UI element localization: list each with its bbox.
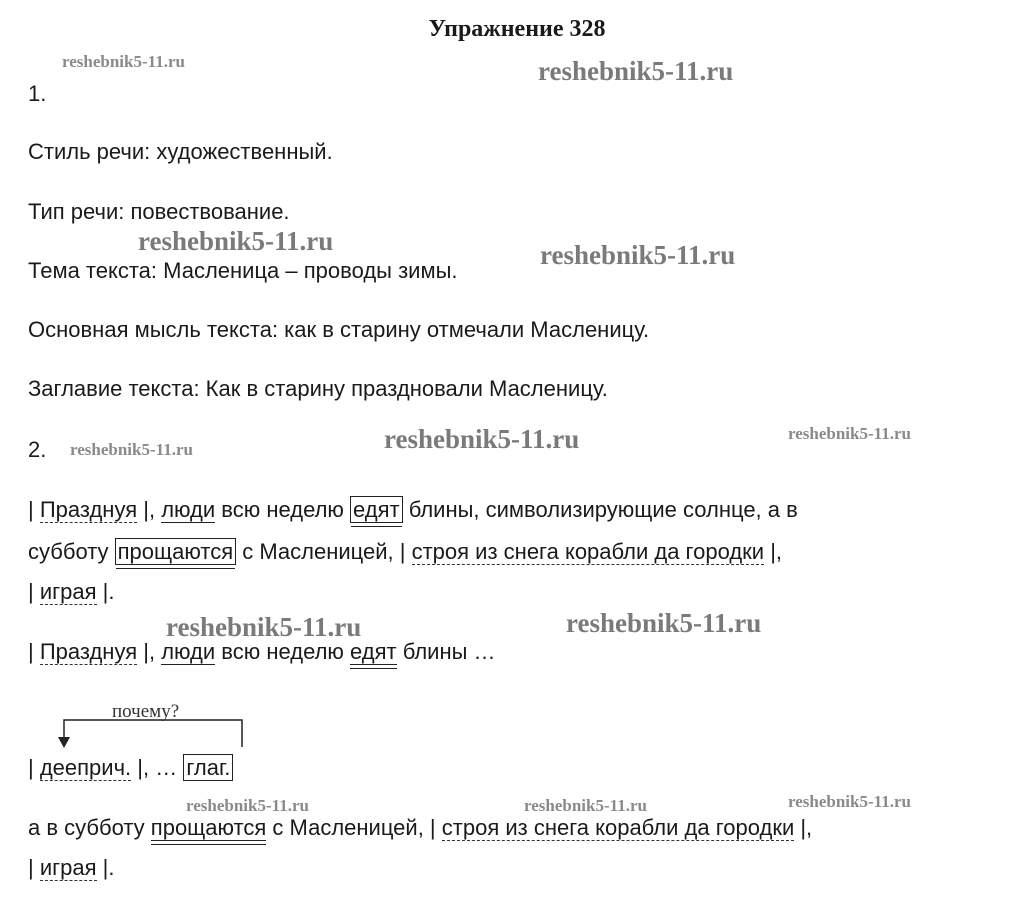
text: | bbox=[28, 855, 40, 880]
text: | bbox=[28, 497, 40, 522]
text: |, bbox=[137, 497, 162, 522]
predicate-word: едят bbox=[350, 639, 397, 664]
adverbial-participle: играя bbox=[39, 855, 97, 880]
text: всю неделю bbox=[215, 639, 351, 664]
scheme-line bbox=[28, 754, 233, 782]
adverbial-phrase: строя из снега корабли да городки bbox=[441, 815, 795, 840]
watermark: reshebnik5-11.ru bbox=[166, 612, 362, 642]
text: | bbox=[28, 639, 40, 664]
subject-word: люди bbox=[161, 639, 216, 664]
speech-style-line: Стиль речи: художественный. bbox=[28, 139, 333, 164]
text: всю неделю bbox=[215, 497, 351, 522]
text: с Масленицей, | bbox=[266, 815, 442, 840]
predicate-word: едят bbox=[350, 496, 403, 523]
part1-number: 1. bbox=[28, 81, 47, 106]
predicate-word: прощаются bbox=[150, 815, 267, 840]
exercise-title: Упражнение 328 bbox=[428, 16, 606, 42]
text: субботу bbox=[28, 539, 115, 564]
watermark: reshebnik5-11.ru bbox=[540, 240, 736, 270]
scheme-question: почему? bbox=[112, 701, 180, 722]
adverbial-participle: играя bbox=[39, 579, 97, 604]
adverbial-participle: Празднуя bbox=[39, 497, 138, 522]
watermark: reshebnik5-11.ru bbox=[524, 796, 647, 815]
text-heading-line: Заглавие текста: Как в старину праздновали Масленицу. bbox=[28, 376, 608, 401]
predicate-word: прощаются bbox=[115, 538, 236, 565]
adverbial-participle: Празднуя bbox=[39, 639, 138, 664]
watermark: reshebnik5-11.ru bbox=[186, 796, 309, 815]
text: а в субботу bbox=[28, 815, 151, 840]
watermark: reshebnik5-11.ru bbox=[788, 424, 911, 443]
text: |, … bbox=[131, 755, 184, 780]
main-idea-line: Основная мысль текста: как в старину отмечали Масленицу. bbox=[28, 317, 650, 342]
text: |, bbox=[137, 639, 162, 664]
text: блины, символизирующие солнце, а в bbox=[402, 497, 798, 522]
watermark: reshebnik5-11.ru bbox=[62, 52, 185, 71]
watermark: reshebnik5-11.ru bbox=[566, 608, 762, 638]
watermark: reshebnik5-11.ru bbox=[70, 440, 193, 459]
text: блины … bbox=[396, 639, 496, 664]
speech-type-line: Тип речи: повествование. bbox=[28, 199, 290, 224]
watermark: reshebnik5-11.ru bbox=[384, 424, 580, 454]
text-theme-line: Тема текста: Масленица – проводы зимы. bbox=[28, 258, 458, 283]
arrow-head bbox=[58, 737, 70, 748]
text: с Масленицей, | bbox=[236, 539, 412, 564]
watermark: reshebnik5-11.ru bbox=[138, 226, 334, 256]
text: | bbox=[28, 755, 40, 780]
scheme-verb-box: глаг. bbox=[183, 754, 233, 781]
watermark: reshebnik5-11.ru bbox=[788, 792, 911, 811]
text: |. bbox=[96, 579, 115, 604]
subject-word: люди bbox=[161, 497, 216, 522]
text: |. bbox=[96, 855, 115, 880]
text: | bbox=[28, 579, 40, 604]
scheme-adverbial-participle: дееприч. bbox=[39, 755, 132, 780]
adverbial-phrase: строя из снега корабли да городки bbox=[411, 539, 765, 564]
watermark: reshebnik5-11.ru bbox=[538, 56, 734, 86]
analysis-line-3 bbox=[28, 854, 114, 882]
text: |, bbox=[764, 539, 783, 564]
text: |, bbox=[794, 815, 813, 840]
part2-number: 2. bbox=[28, 437, 47, 462]
analysis-line-2 bbox=[28, 814, 812, 842]
